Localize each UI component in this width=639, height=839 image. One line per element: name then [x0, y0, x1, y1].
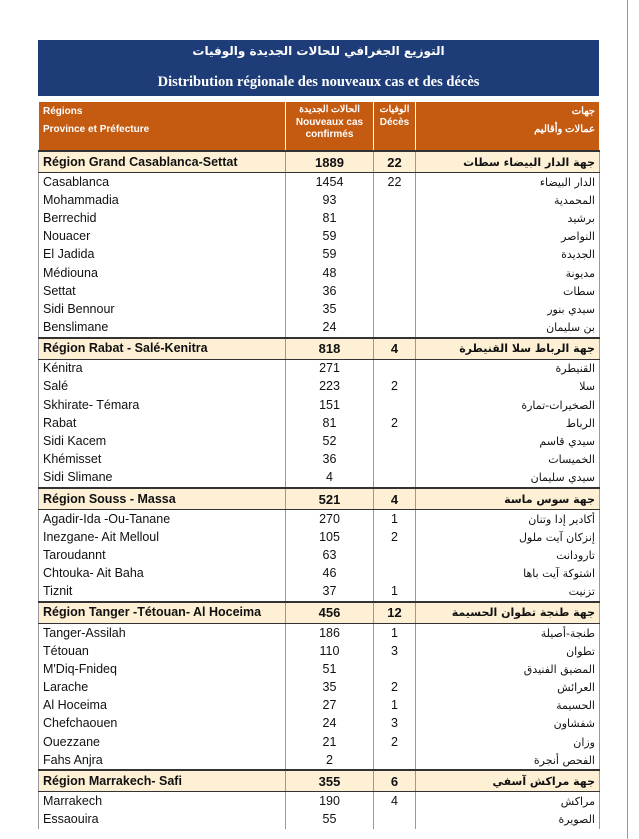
table-row — [39, 469, 600, 488]
table-row — [39, 679, 600, 697]
name-ar-cell: مراكش — [416, 792, 600, 811]
name-fr-cell: Salé — [39, 378, 286, 396]
table-row — [39, 228, 600, 246]
table-row — [39, 733, 600, 751]
name-fr-cell: Kénitra — [39, 359, 286, 378]
deaths-cell: 2 — [374, 378, 416, 396]
name-fr-cell: M'Diq-Fnideq — [39, 660, 286, 678]
header-province-ar: عمالات وأقاليم — [534, 124, 595, 135]
name-ar-cell: سيدي سليمان — [416, 469, 600, 488]
deaths-cell: 2 — [374, 679, 416, 697]
name-ar-cell: مديونة — [416, 264, 600, 282]
name-fr-cell: Chtouka- Ait Baha — [39, 565, 286, 583]
name-fr-cell: Casablanca — [39, 173, 286, 192]
name-fr-cell: Région Tanger -Tétouan- Al Hoceima — [39, 602, 286, 624]
header-new-cases — [286, 102, 374, 152]
header-regions-ar-top: جهات — [571, 106, 595, 117]
table-row — [39, 432, 600, 450]
title-banner — [38, 40, 599, 96]
deaths-cell — [374, 432, 416, 450]
cases-cell: 270 — [286, 510, 374, 529]
deaths-cell — [374, 469, 416, 488]
deaths-cell — [374, 546, 416, 564]
deaths-cell: 1 — [374, 510, 416, 529]
header-new-cases-fr: Nouveaux cas confirmés — [295, 117, 364, 140]
table-row — [39, 319, 600, 338]
deaths-cell — [374, 319, 416, 338]
cases-cell: 223 — [286, 378, 374, 396]
table-row — [39, 811, 600, 829]
name-fr-cell: Khémisset — [39, 451, 286, 469]
header-deaths-ar: الوفيات — [379, 104, 410, 115]
name-fr-cell: Région Grand Casablanca-Settat — [39, 151, 286, 173]
cases-cell: 81 — [286, 209, 374, 227]
table-row — [39, 282, 600, 300]
table-row — [39, 264, 600, 282]
name-ar-cell: جهة الرباط سلا القنيطرة — [416, 338, 600, 360]
name-fr-cell: Benslimane — [39, 319, 286, 338]
name-fr-cell: Tétouan — [39, 642, 286, 660]
name-fr-cell: Al Hoceima — [39, 697, 286, 715]
name-ar-cell: بن سليمان — [416, 319, 600, 338]
cases-cell: 110 — [286, 642, 374, 660]
name-fr-cell: Settat — [39, 282, 286, 300]
region-row — [39, 151, 600, 173]
deaths-cell — [374, 191, 416, 209]
deaths-cell — [374, 282, 416, 300]
name-ar-cell: الصخيرات-تمارة — [416, 396, 600, 414]
cases-cell: 355 — [286, 770, 374, 792]
deaths-cell: 22 — [374, 151, 416, 173]
table-row — [39, 359, 600, 378]
table-row — [39, 715, 600, 733]
name-ar-cell: الحسيمة — [416, 697, 600, 715]
deaths-cell: 6 — [374, 770, 416, 792]
region-row — [39, 602, 600, 624]
deaths-cell: 4 — [374, 338, 416, 360]
name-ar-cell: تطوان — [416, 642, 600, 660]
name-fr-cell: Taroudannt — [39, 546, 286, 564]
cases-cell: 151 — [286, 396, 374, 414]
name-fr-cell: Tiznit — [39, 583, 286, 602]
deaths-cell — [374, 660, 416, 678]
name-fr-cell: Inezgane- Ait Melloul — [39, 528, 286, 546]
name-ar-cell: أكادير إدا وتنان — [416, 510, 600, 529]
table-row — [39, 697, 600, 715]
cases-cell: 2 — [286, 751, 374, 770]
header-deaths — [374, 102, 416, 152]
region-row — [39, 338, 600, 360]
name-ar-cell: جهة مراكش آسفي — [416, 770, 600, 792]
table-row — [39, 414, 600, 432]
deaths-cell: 1 — [374, 697, 416, 715]
table-row — [39, 751, 600, 770]
table-row — [39, 246, 600, 264]
table-row — [39, 583, 600, 602]
name-ar-cell: شفشاون — [416, 715, 600, 733]
name-ar-cell: وزان — [416, 733, 600, 751]
distribution-table — [38, 101, 600, 829]
cases-cell: 63 — [286, 546, 374, 564]
table-row — [39, 528, 600, 546]
name-ar-cell: تارودانت — [416, 546, 600, 564]
name-fr-cell: Larache — [39, 679, 286, 697]
table-body — [39, 151, 600, 829]
name-fr-cell: Rabat — [39, 414, 286, 432]
deaths-cell — [374, 209, 416, 227]
cases-cell: 93 — [286, 191, 374, 209]
deaths-cell — [374, 300, 416, 318]
deaths-cell: 3 — [374, 715, 416, 733]
deaths-cell — [374, 359, 416, 378]
name-fr-cell: Sidi Kacem — [39, 432, 286, 450]
name-fr-cell: Région Souss - Massa — [39, 488, 286, 510]
deaths-cell — [374, 565, 416, 583]
table-row — [39, 378, 600, 396]
name-ar-cell: سيدي بنور — [416, 300, 600, 318]
name-fr-cell: Tanger-Assilah — [39, 623, 286, 642]
cases-cell: 456 — [286, 602, 374, 624]
deaths-cell — [374, 811, 416, 829]
cases-cell: 46 — [286, 565, 374, 583]
name-ar-cell: جهة طنجة تطوان الحسيمة — [416, 602, 600, 624]
name-fr-cell: Marrakech — [39, 792, 286, 811]
deaths-cell: 2 — [374, 414, 416, 432]
cases-cell: 35 — [286, 679, 374, 697]
deaths-cell: 4 — [374, 488, 416, 510]
cases-cell: 1454 — [286, 173, 374, 192]
name-ar-cell: الفحص أنجرة — [416, 751, 600, 770]
table-row — [39, 510, 600, 529]
header-regions-fr: Régions — [43, 106, 83, 117]
table-row — [39, 660, 600, 678]
name-ar-cell: جهة سوس ماسة — [416, 488, 600, 510]
name-ar-cell: الجديدة — [416, 246, 600, 264]
name-ar-cell: اشتوكة آيت باها — [416, 565, 600, 583]
name-ar-cell: طنجة-أصيلة — [416, 623, 600, 642]
table-header — [39, 102, 600, 152]
deaths-cell — [374, 228, 416, 246]
name-fr-cell: Sidi Slimane — [39, 469, 286, 488]
table-row — [39, 209, 600, 227]
name-fr-cell: Agadir-Ida -Ou-Tanane — [39, 510, 286, 529]
deaths-cell — [374, 264, 416, 282]
table-row — [39, 396, 600, 414]
name-fr-cell: Mohammadia — [39, 191, 286, 209]
cases-cell: 186 — [286, 623, 374, 642]
table-row — [39, 792, 600, 811]
cases-cell: 1889 — [286, 151, 374, 173]
deaths-cell — [374, 451, 416, 469]
name-ar-cell: سلا — [416, 378, 600, 396]
cases-cell: 51 — [286, 660, 374, 678]
cases-cell: 35 — [286, 300, 374, 318]
name-fr-cell: Nouacer — [39, 228, 286, 246]
name-fr-cell: Skhirate- Témara — [39, 396, 286, 414]
name-ar-cell: النواصر — [416, 228, 600, 246]
name-fr-cell: Essaouira — [39, 811, 286, 829]
name-fr-cell: Médiouna — [39, 264, 286, 282]
name-ar-cell: المحمدية — [416, 191, 600, 209]
deaths-cell: 2 — [374, 733, 416, 751]
header-regions — [39, 102, 286, 152]
header-regions-ar — [416, 102, 600, 152]
name-fr-cell: Ouezzane — [39, 733, 286, 751]
name-fr-cell: Région Marrakech- Safi — [39, 770, 286, 792]
name-ar-cell: الدار البيضاء — [416, 173, 600, 192]
cases-cell: 48 — [286, 264, 374, 282]
header-new-cases-ar: الحالات الجديدة — [299, 104, 360, 115]
name-ar-cell: إنزكان آيت ملول — [416, 528, 600, 546]
cases-cell: 36 — [286, 451, 374, 469]
table-row — [39, 300, 600, 318]
deaths-cell — [374, 246, 416, 264]
name-ar-cell: المضيق الفنيدق — [416, 660, 600, 678]
cases-cell: 105 — [286, 528, 374, 546]
table-row — [39, 642, 600, 660]
deaths-cell: 22 — [374, 173, 416, 192]
cases-cell: 36 — [286, 282, 374, 300]
table-row — [39, 191, 600, 209]
name-fr-cell: El Jadida — [39, 246, 286, 264]
name-ar-cell: الخميسات — [416, 451, 600, 469]
name-ar-cell: الرباط — [416, 414, 600, 432]
title-arabic: التوزيع الجغرافي للحالات الجديدة والوفيات — [192, 44, 445, 58]
deaths-cell: 4 — [374, 792, 416, 811]
name-ar-cell: القنيطرة — [416, 359, 600, 378]
table-row — [39, 565, 600, 583]
cases-cell: 37 — [286, 583, 374, 602]
cases-cell: 55 — [286, 811, 374, 829]
region-row — [39, 488, 600, 510]
cases-cell: 27 — [286, 697, 374, 715]
name-ar-cell: جهة الدار البيضاء سطات — [416, 151, 600, 173]
name-fr-cell: Région Rabat - Salé-Kenitra — [39, 338, 286, 360]
name-fr-cell: Berrechid — [39, 209, 286, 227]
table-row — [39, 623, 600, 642]
cases-cell: 818 — [286, 338, 374, 360]
header-deaths-fr: Décès — [379, 117, 410, 128]
deaths-cell: 1 — [374, 583, 416, 602]
cases-cell: 24 — [286, 715, 374, 733]
cases-cell: 190 — [286, 792, 374, 811]
cases-cell: 21 — [286, 733, 374, 751]
deaths-cell — [374, 396, 416, 414]
cases-cell: 81 — [286, 414, 374, 432]
name-ar-cell: سيدي قاسم — [416, 432, 600, 450]
cases-cell: 4 — [286, 469, 374, 488]
cases-cell: 59 — [286, 246, 374, 264]
deaths-cell: 3 — [374, 642, 416, 660]
header-province-fr: Province et Préfecture — [43, 124, 150, 135]
name-ar-cell: سطات — [416, 282, 600, 300]
cases-cell: 52 — [286, 432, 374, 450]
name-fr-cell: Chefchaouen — [39, 715, 286, 733]
name-fr-cell: Sidi Bennour — [39, 300, 286, 318]
name-ar-cell: الصويرة — [416, 811, 600, 829]
name-ar-cell: برشيد — [416, 209, 600, 227]
deaths-cell — [374, 751, 416, 770]
table-row — [39, 173, 600, 192]
cases-cell: 271 — [286, 359, 374, 378]
name-fr-cell: Fahs Anjra — [39, 751, 286, 770]
region-row — [39, 770, 600, 792]
name-ar-cell: تزنيت — [416, 583, 600, 602]
title-french: Distribution régionale des nouveaux cas et des décès — [157, 74, 480, 90]
cases-cell: 521 — [286, 488, 374, 510]
table-row — [39, 451, 600, 469]
deaths-cell: 1 — [374, 623, 416, 642]
deaths-cell: 12 — [374, 602, 416, 624]
table-row — [39, 546, 600, 564]
name-ar-cell: العرائش — [416, 679, 600, 697]
deaths-cell: 2 — [374, 528, 416, 546]
page-edge-line — [627, 0, 628, 839]
cases-cell: 24 — [286, 319, 374, 338]
cases-cell: 59 — [286, 228, 374, 246]
